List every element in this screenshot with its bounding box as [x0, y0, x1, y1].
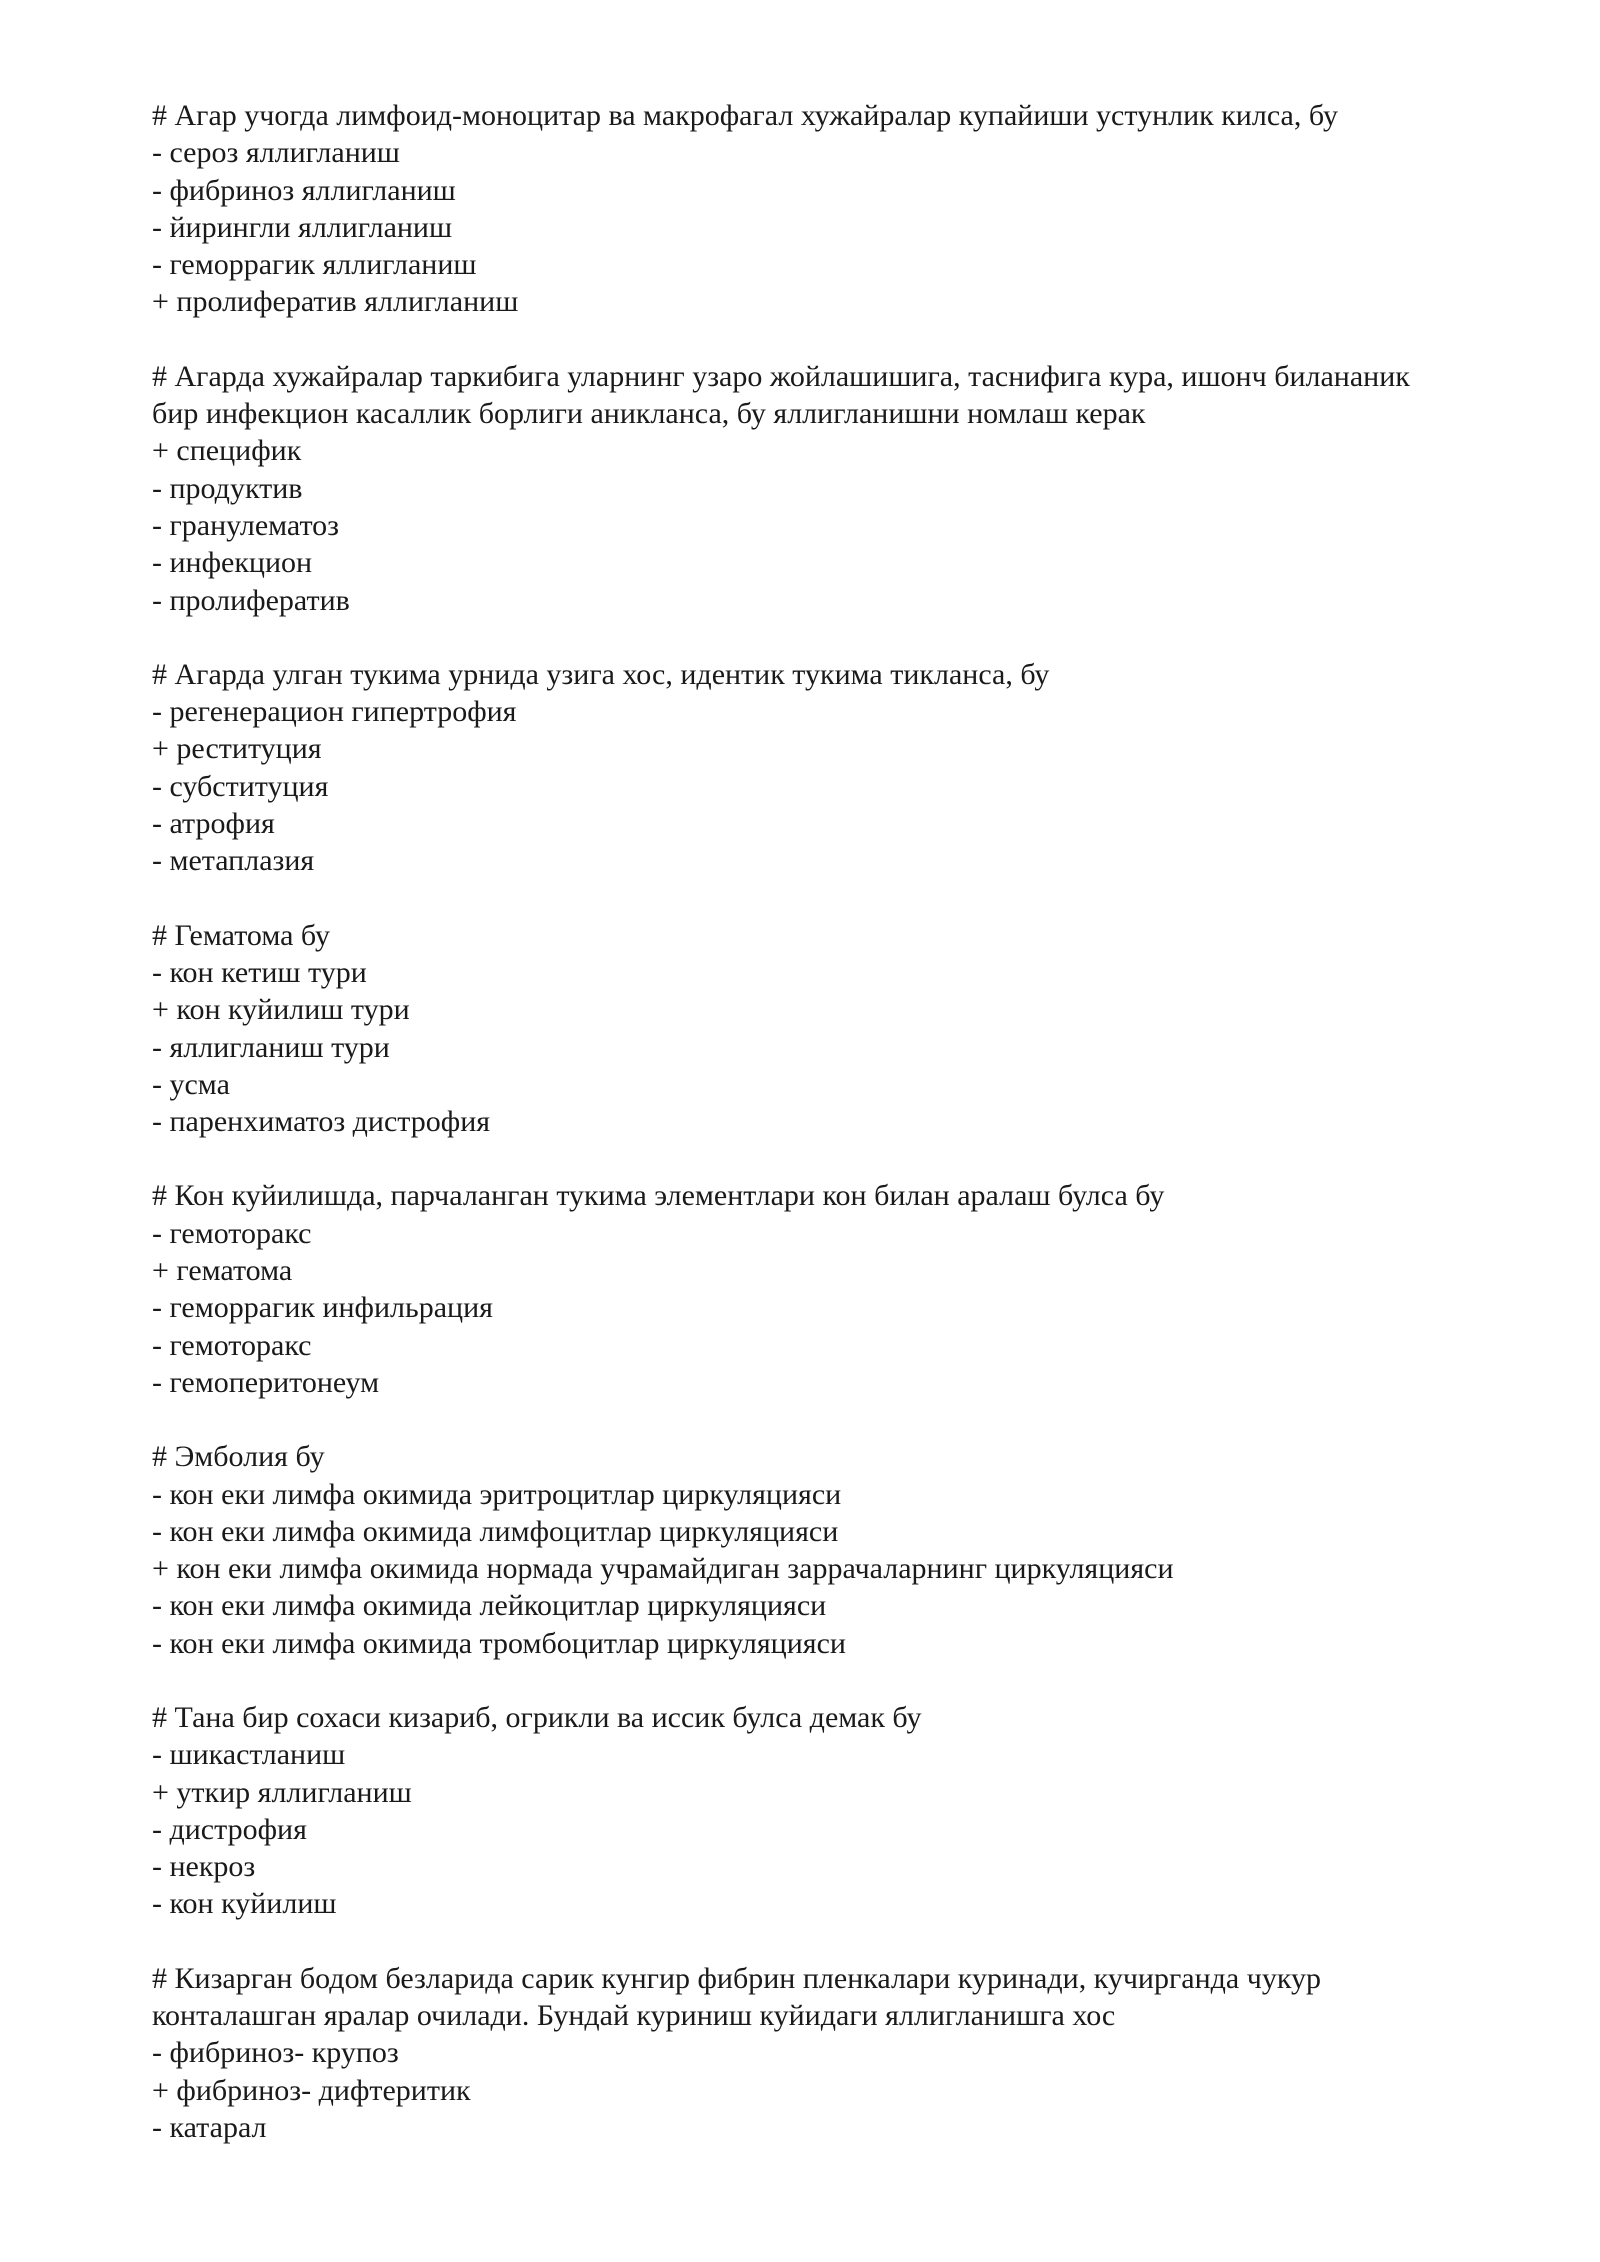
answer-option: + гематома	[152, 1254, 293, 1288]
question-block	[152, 917, 1532, 1141]
answer-option: - гемоперитонеум	[152, 1365, 380, 1399]
answer-option: - кон еки лимфа окимида лимфоцитлар циркуляцияси	[152, 1514, 839, 1548]
answer-option: - субституция	[152, 769, 329, 803]
answer-option: - гемоторакс	[152, 1216, 312, 1250]
question-block	[152, 1438, 1532, 1662]
answer-option: - йирингли яллигланиш	[152, 210, 453, 244]
question-block	[152, 1699, 1532, 1923]
question-text: # Агар учогда лимфоид-моноцитар ва макрофагал хужайралар купайиши устунлик килса, бу	[152, 99, 1338, 132]
answer-option: - паренхиматоз дистрофия	[152, 1105, 491, 1139]
question-text: бир инфекцион касаллик борлиги аникланса, бу яллигланишни номлаш керак	[152, 397, 1146, 431]
answer-option: - кон еки лимфа окимида лейкоцитлар циркуляцияси	[152, 1589, 827, 1623]
question-block	[152, 1960, 1532, 2146]
answer-option: - кон кетиш тури	[152, 955, 367, 989]
answer-option: - фибриноз яллигланиш	[152, 173, 456, 207]
answer-option: - фибриноз- крупоз	[152, 2036, 399, 2070]
question-text: # Кизарган бодом безларида сарик кунгир фибрин пленкалари куринади, кучирганда чукур	[152, 1961, 1321, 1995]
answer-option: - геморрагик яллигланиш	[152, 248, 477, 282]
question-text: # Гематома бу	[152, 918, 331, 952]
answer-option: + уткир яллигланиш	[152, 1775, 412, 1809]
answer-option: - катарал	[152, 2110, 267, 2144]
answer-option: + специфик	[152, 434, 302, 468]
answer-option: - продуктив	[152, 471, 303, 505]
answer-option: + кон куйилиш тури	[152, 993, 410, 1027]
question-block	[152, 97, 1532, 321]
answer-option: - гемоторакс	[152, 1328, 312, 1362]
answer-option: - кон еки лимфа окимида эритроцитлар циркуляцияси	[152, 1477, 842, 1511]
answer-option: + кон еки лимфа окимида нормада учрамайдиган заррачаларнинг циркуляцияси	[152, 1552, 1174, 1586]
answer-option: + пролифератив яллигланиш	[152, 285, 519, 319]
answer-option: - некроз	[152, 1850, 256, 1884]
question-text: # Эмболия бу	[152, 1440, 325, 1474]
answer-option: - кон еки лимфа окимида тромбоцитлар циркуляцияси	[152, 1626, 846, 1660]
answer-option: - кон куйилиш	[152, 1887, 337, 1921]
answer-option: - регенерацион гипертрофия	[152, 695, 517, 729]
answer-option: - метаплазия	[152, 844, 315, 878]
question-text: # Кон куйилишда, парчаланган тукима элементлари кон билан аралаш булса бу	[152, 1179, 1165, 1213]
answer-option: - атрофия	[152, 807, 275, 841]
answer-option: - яллигланиш тури	[152, 1030, 390, 1064]
question-text: конталашган яралар очилади. Бундай куриниш куйидаги яллигланишга хос	[152, 1999, 1116, 2033]
document-page	[152, 97, 1532, 2183]
answer-option: + фибриноз- дифтеритик	[152, 2073, 471, 2107]
answer-option: - инфекцион	[152, 546, 313, 580]
question-text: # Агарда улган тукима урнида узига хос, идентик тукима тикланса, бу	[152, 657, 1050, 691]
answer-option: - гранулематоз	[152, 508, 340, 542]
question-block	[152, 1177, 1532, 1401]
question-block	[152, 358, 1532, 619]
answer-option: - усма	[152, 1067, 230, 1101]
answer-option: - пролифератив	[152, 583, 350, 617]
answer-option: - сероз яллигланиш	[152, 136, 400, 170]
question-text: # Тана бир сохаси кизариб, огрикли ва иссик булса демак бу	[152, 1700, 922, 1734]
question-block	[152, 656, 1532, 880]
answer-option: + реституция	[152, 732, 322, 766]
answer-option: - дистрофия	[152, 1812, 307, 1846]
answer-option: - шикастланиш	[152, 1738, 346, 1772]
question-text: # Агарда хужайралар таркибига уларнинг узаро жойлашишига, таснифига кура, ишонч билананик	[152, 359, 1410, 393]
answer-option: - геморрагик инфильрация	[152, 1291, 493, 1325]
